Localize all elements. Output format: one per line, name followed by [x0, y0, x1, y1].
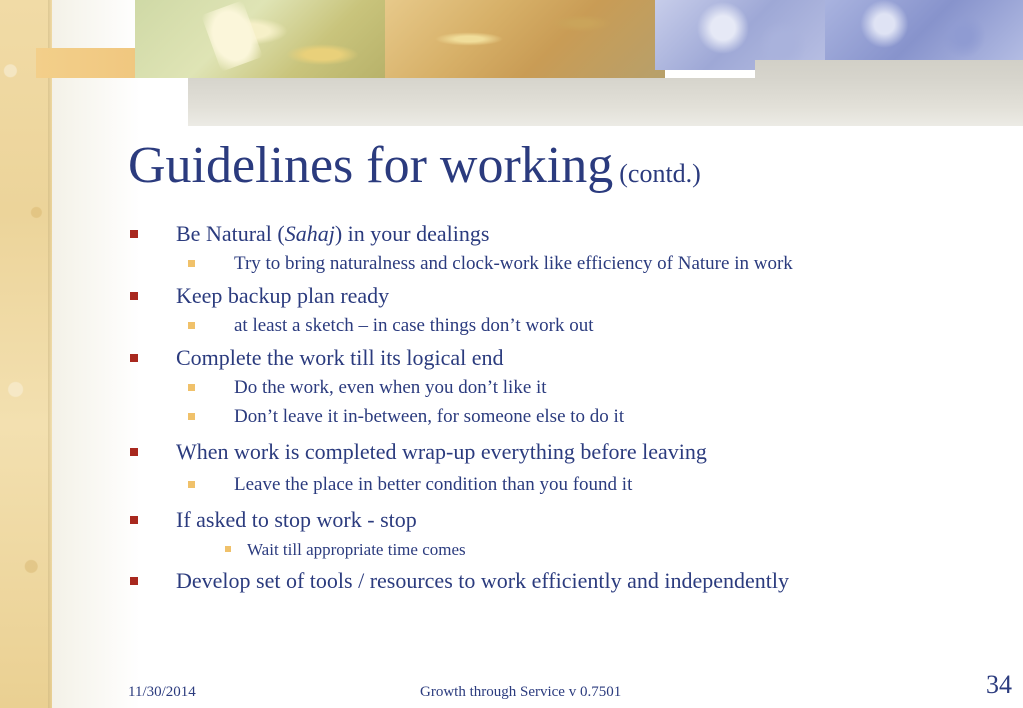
square-bullet-icon	[188, 384, 195, 391]
square-bullet-icon	[188, 260, 195, 267]
emphasis-text: Sahaj	[284, 221, 335, 246]
list-item-text: Try to bring naturalness and clock-work like efficiency of Nature in work	[234, 253, 793, 274]
footer-date: 11/30/2014	[128, 684, 196, 700]
footer-title: Growth through Service v 0.7501	[420, 684, 622, 700]
square-bullet-icon	[188, 481, 195, 488]
list-item-text: Leave the place in better condition than you found it	[234, 474, 633, 495]
list-item-text: Don’t leave it in-between, for someone else to do it	[234, 406, 625, 427]
square-bullet-icon	[188, 413, 195, 420]
square-bullet-icon	[130, 230, 138, 238]
square-bullet-icon	[188, 322, 195, 329]
square-bullet-icon	[225, 546, 231, 552]
page-number: 34	[986, 670, 1012, 699]
text-part: ) in your dealings	[334, 221, 490, 246]
list-item-text: Wait till appropriate time comes	[247, 540, 466, 559]
list-item-text: When work is completed wrap-up everything before leaving	[176, 439, 707, 464]
text-part: Be Natural (	[176, 221, 285, 246]
list-item-text	[176, 221, 489, 247]
list-item-text: at least a sketch – in case things don’t work out	[234, 315, 594, 336]
list-item-text: Do the work, even when you don’t like it	[234, 377, 547, 398]
square-bullet-icon	[130, 354, 138, 362]
square-bullet-icon	[130, 292, 138, 300]
list-item-text: Keep backup plan ready	[176, 283, 390, 308]
title-suffix: (contd.)	[619, 159, 701, 188]
list-item-text: Develop set of tools / resources to work efficiently and independently	[176, 568, 789, 593]
list-item-text: Complete the work till its logical end	[176, 345, 504, 370]
square-bullet-icon	[130, 448, 138, 456]
title-main: Guidelines for working	[128, 137, 614, 194]
square-bullet-icon	[130, 516, 138, 524]
square-bullet-icon	[130, 577, 138, 585]
list-item-text: If asked to stop work - stop	[176, 507, 417, 532]
